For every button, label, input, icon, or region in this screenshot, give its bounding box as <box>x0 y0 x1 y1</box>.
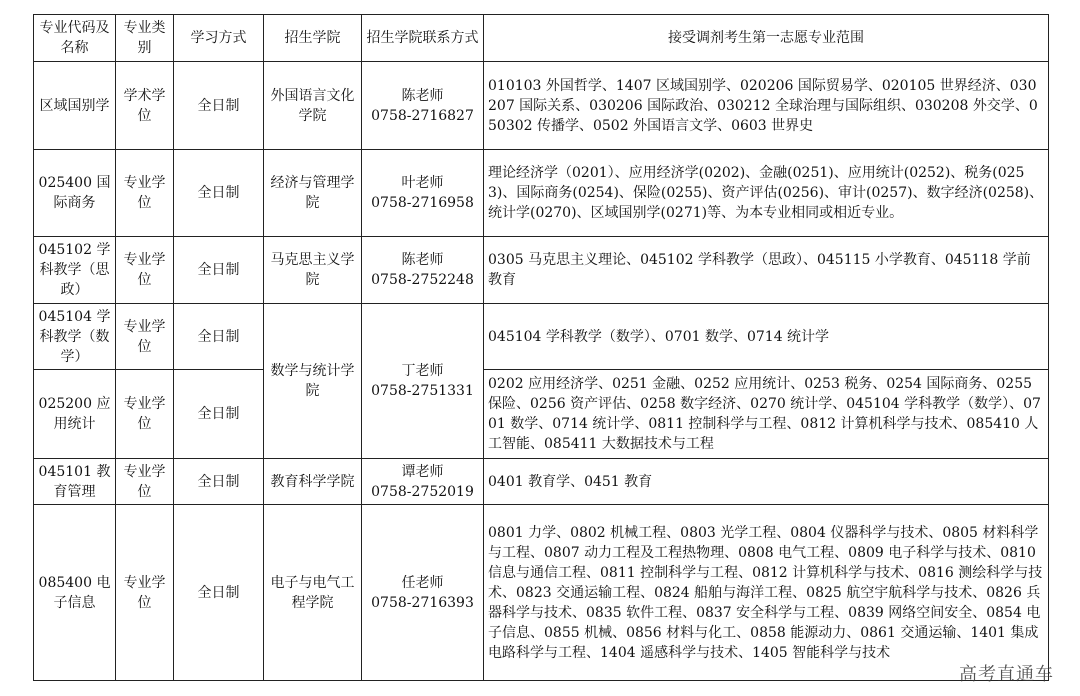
table-row <box>34 459 1049 505</box>
contact-phone: 0758-2716958 <box>371 195 474 211</box>
accepted-majors-scope: 0305 马克思主义理论、045102 学科教学（思政）、045115 小学教育、045118 学前教育 <box>484 237 1049 304</box>
admission-college: 电子与电气工程学院 <box>264 505 362 681</box>
contact-name: 陈老师 <box>401 87 444 104</box>
admission-adjustment-table <box>33 14 1049 681</box>
major-category: 专业学位 <box>116 304 174 370</box>
header-scope: 接受调剂考生第一志愿专业范围 <box>484 15 1049 62</box>
major-category: 专业学位 <box>116 150 174 237</box>
study-mode: 全日制 <box>174 370 264 459</box>
accepted-majors-scope: 理论经济学（0201）、应用经济学(0202)、金融(0251)、应用统计(0252)、税务(0253)、国际商务(0254)、保险(0255)、资产评估(0256)、审计(0257)、数字经济(0258)、统计学(0270)、区域国别学(0271)等、为本专业相同或相近专业。 <box>484 150 1049 237</box>
accepted-majors-scope: 045104 学科教学（数学）、0701 数学、0714 统计学 <box>484 304 1049 370</box>
study-mode: 全日制 <box>174 150 264 237</box>
major-category: 专业学位 <box>116 459 174 505</box>
contact-phone: 0758-2751331 <box>371 383 474 399</box>
college-contact <box>362 304 484 459</box>
major-category: 学术学位 <box>116 62 174 150</box>
header-row <box>34 15 1049 62</box>
watermark-text: 高考直通车 <box>959 664 1054 685</box>
contact-name: 丁老师 <box>401 363 444 379</box>
major-code-name: 045104 学科教学（数学） <box>34 304 116 370</box>
contact-name: 任老师 <box>401 574 444 591</box>
header-mode: 学习方式 <box>174 15 264 62</box>
accepted-majors-scope: 0401 教育学、0451 教育 <box>484 459 1049 505</box>
admission-college: 马克思主义学院 <box>264 237 362 304</box>
study-mode: 全日制 <box>174 459 264 505</box>
major-code-name: 045101 教育管理 <box>34 459 116 505</box>
college-contact <box>362 459 484 505</box>
admission-college: 外国语言文化学院 <box>264 62 362 150</box>
accepted-majors-scope: 0202 应用经济学、0251 金融、0252 应用统计、0253 税务、0254 国际商务、0255 保险、0256 资产评估、0258 数字经济、0270 统计学、045104 学科教学（数学）、0701 数学、0714 统计学、0811 控制科学与工程、0812 计算机科学与技术、085410 人工智能、085411 大数据技术与工程 <box>484 370 1049 459</box>
admission-college: 数学与统计学院 <box>264 304 362 459</box>
header-college: 招生学院 <box>264 15 362 62</box>
major-code-name: 025400 国际商务 <box>34 150 116 237</box>
major-code-name: 085400 电子信息 <box>34 505 116 681</box>
table-row <box>34 370 1049 459</box>
major-category: 专业学位 <box>116 370 174 459</box>
major-category: 专业学位 <box>116 505 174 681</box>
table-row <box>34 150 1049 237</box>
accepted-majors-scope: 010103 外国哲学、1407 区域国别学、020206 国际贸易学、020105 世界经济、030207 国际关系、030206 国际政治、030212 全球治理与国际组织、030208 外交学、050302 传播学、0502 外国语言文学、0603 世界史 <box>484 62 1049 150</box>
study-mode: 全日制 <box>174 304 264 370</box>
major-category: 专业学位 <box>116 237 174 304</box>
accepted-majors-scope: 0801 力学、0802 机械工程、0803 光学工程、0804 仪器科学与技术、0805 材料科学与工程、0807 动力工程及工程热物理、0808 电气工程、0809 电子科学与技术、0810 信息与通信工程、0811 控制科学与工程、0812 计算机科学与技术、0816 测绘科学与技术、0823 交通运输工程、0824 船舶与海洋工程、0825 航空宇航科学与技术、0826 兵器科学与技术、0835 软件工程、0837 安全科学与工程、0839 网络空间安全、0854 电子信息、0855 机械、0856 材料与化工、0858 能源动力、0861 交通运输、1401 集成电路科学与工程、1404 遥感科学与技术、1405 智能科学与技术 <box>484 505 1049 681</box>
college-contact <box>362 237 484 304</box>
admission-college: 教育科学学院 <box>264 459 362 505</box>
contact-name: 谭老师 <box>401 463 444 480</box>
study-mode: 全日制 <box>174 237 264 304</box>
contact-phone: 0758-2752248 <box>371 272 474 288</box>
table-row <box>34 62 1049 150</box>
major-code-name: 025200 应用统计 <box>34 370 116 459</box>
contact-name: 叶老师 <box>401 175 444 191</box>
admission-college: 经济与管理学院 <box>264 150 362 237</box>
table-row <box>34 237 1049 304</box>
contact-name: 陈老师 <box>401 252 444 268</box>
college-contact <box>362 505 484 681</box>
major-code-name: 045102 学科教学（思政） <box>34 237 116 304</box>
major-code-name: 区域国别学 <box>34 62 116 150</box>
contact-phone: 0758-2716827 <box>371 107 474 124</box>
study-mode: 全日制 <box>174 62 264 150</box>
header-code: 专业代码及名称 <box>34 15 116 62</box>
table-row <box>34 304 1049 370</box>
contact-phone: 0758-2716393 <box>371 594 474 611</box>
college-contact <box>362 150 484 237</box>
study-mode: 全日制 <box>174 505 264 681</box>
header-category: 专业类别 <box>116 15 174 62</box>
contact-phone: 0758-2752019 <box>371 483 474 500</box>
header-contact: 招生学院联系方式 <box>362 15 484 62</box>
table-row <box>34 505 1049 681</box>
college-contact <box>362 62 484 150</box>
